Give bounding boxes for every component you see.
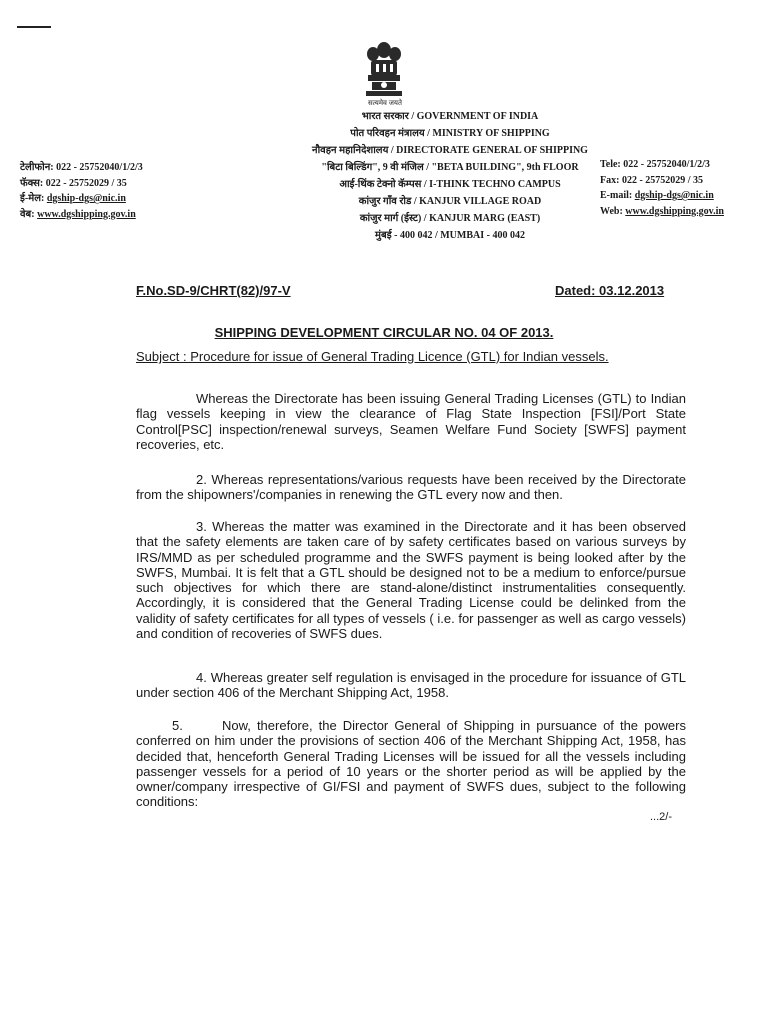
left-web-link[interactable]: www.dgshipping.gov.in <box>37 208 136 220</box>
paragraph-1: Whereas the Directorate has been issuing General Trading Licenses (GTL) to Indian flag vessels keeping in view the clearance of Flag State Inspection [FSI]/Port State Control[PSC] inspection/renewal surveys, Seamen Welfare Fund Society [SWFS] payment recoveries, etc. <box>136 391 686 452</box>
page-continuation-marker: ...2/- <box>650 811 673 823</box>
paragraph-5 <box>136 718 686 810</box>
paragraph-4: 4. Whereas greater self regulation is envisaged in the procedure for issuance of GTL under section 406 of the Merchant Shipping Act, 1958. <box>136 670 686 701</box>
right-email-link[interactable]: dgship-dgs@nic.in <box>634 190 714 201</box>
right-email-row <box>600 188 760 204</box>
right-contact-block <box>600 157 760 219</box>
left-email-row <box>20 191 210 207</box>
right-email-label: E-mail: <box>600 190 635 201</box>
dated: Dated: 03.12.2013 <box>555 283 665 298</box>
letterhead-line-7: कांजुर मार्ग (ईस्ट) / KANJUR MARG (EAST) <box>359 213 541 224</box>
letterhead-line-1: भारत सरकार / GOVERNMENT OF INDIA <box>361 111 539 122</box>
letterhead-line-2: पोत परिवहन मंत्रालय / MINISTRY OF SHIPPING <box>350 128 550 139</box>
file-number: F.No.SD-9/CHRT(82)/97-V <box>136 283 291 298</box>
right-tel: Tele: 022 - 25752040/1/2/3 <box>600 159 710 170</box>
left-web-label: वेब: <box>20 208 38 220</box>
paragraph-2: 2. Whereas representations/various requests have been received by the Directorate from the shipowners'/companies in renewing the GTL every now and then. <box>136 472 686 503</box>
left-email-link[interactable]: dgship-dgs@nic.in <box>46 193 126 204</box>
left-fax: फॅक्स: 022 - 25752029 / 35 <box>20 177 127 189</box>
right-web-row <box>600 204 760 220</box>
right-fax: Fax: 022 - 25752029 / 35 <box>600 174 704 186</box>
left-tel: टेलीफोन: 022 - 25752040/1/2/3 <box>20 162 143 173</box>
emblem-motto: सत्यमेव जयते <box>368 99 402 107</box>
national-emblem-icon <box>360 38 408 100</box>
right-web-link[interactable]: www.dgshipping.gov.in <box>625 205 724 217</box>
letterhead-line-4: "बिटा बिल्डिंग", 9 वी मंजिल / "BETA BUILDING", 9th FLOOR <box>321 162 579 173</box>
left-email-label: ई-मेल: <box>20 193 47 204</box>
right-web-label: Web: <box>600 205 626 217</box>
letterhead-line-8: मुंबई - 400 042 / MUMBAI - 400 042 <box>375 230 525 241</box>
left-contact-block <box>20 160 210 222</box>
circular-title: SHIPPING DEVELOPMENT CIRCULAR NO. 04 OF 2013. <box>214 325 554 340</box>
subject-line: Subject : Procedure for issue of General Trading Licence (GTL) for Indian vessels. <box>136 349 609 364</box>
paragraph-5-number: 5. <box>172 718 183 733</box>
scan-mark <box>17 26 51 28</box>
letterhead-line-5: आई-थिंक टेक्नो कॅम्पस / I-THINK TECHNO CAMPUS <box>339 179 561 190</box>
letterhead-line-3: नौवहन महानिदेशालय / DIRECTORATE GENERAL OF SHIPPING <box>312 145 588 156</box>
paragraph-3: 3. Whereas the matter was examined in the Directorate and it has been observed that the safety elements are taken care of by safety certificates based on various surveys by IRS/MMD as per scheduled programme and the SWFS payment is being looked after by the SWFS, Mumbai. It is felt that a GTL should be designed not to be a medium to enforce/pursue such objectives for which there are stand-alone/distinct instrumentalities consequently. Accordingly, it is considered that the General Trading License could be delinked from the validity of safety certificates for all types of vessels ( i.e. for passenger as well as cargo vessels) and condition of recoveries of SWFS dues. <box>136 519 686 642</box>
letterhead-line-6: कांजुर गाँव रोड / KANJUR VILLAGE ROAD <box>358 196 542 207</box>
paragraph-5-text: Now, therefore, the Director General of Shipping in pursuance of the powers conferred on him under the provisions of section 406 of the Merchant Shipping Act, 1958, has decided that, henceforth General Trading Licenses will be issued for all the vessels including passenger vessels for a period of 10 years or the shorter period as will be applied by the owner/company irrespective of GI/FSI and payment of SWFS dues, subject to the following conditions: <box>136 718 686 810</box>
left-web-row <box>20 207 210 223</box>
